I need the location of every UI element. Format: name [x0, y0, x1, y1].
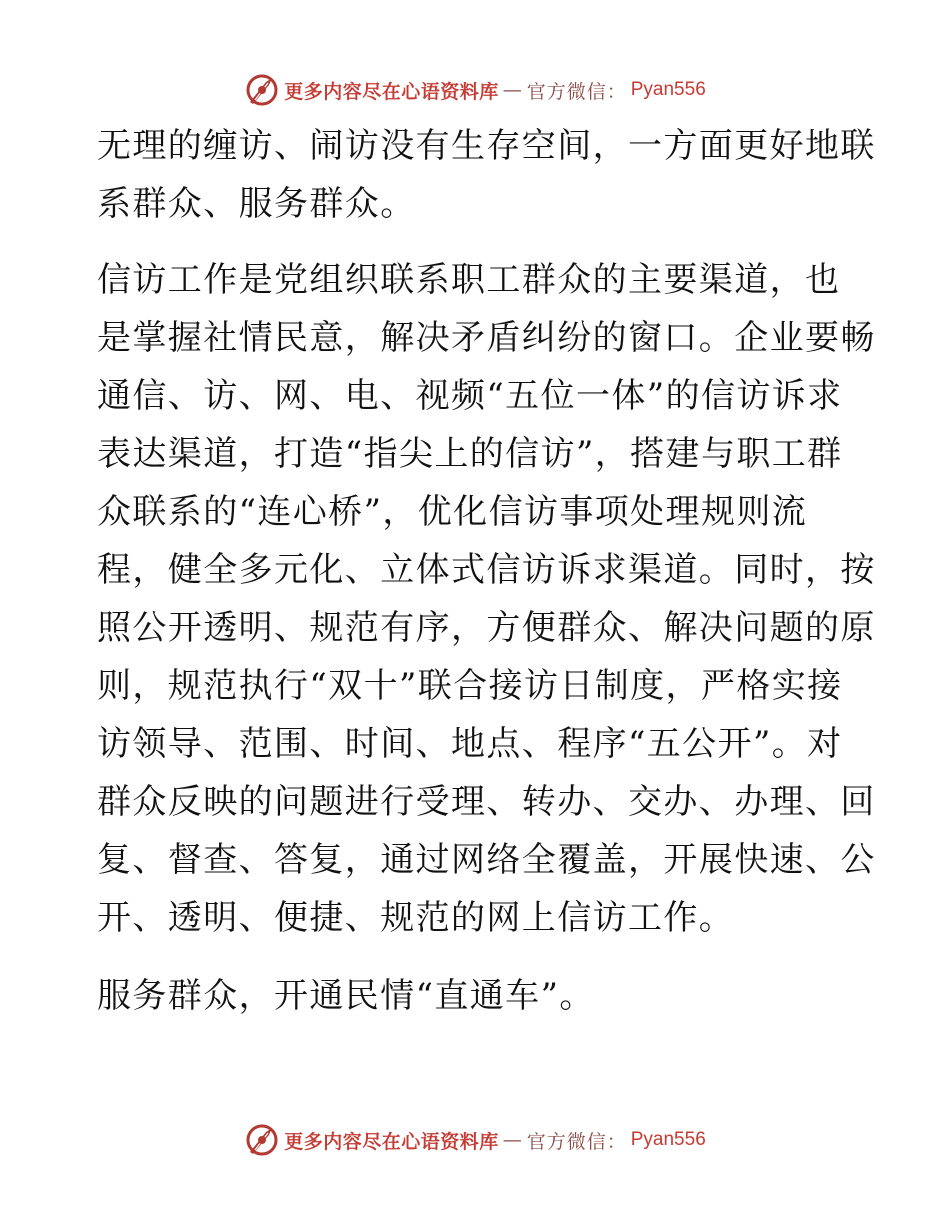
text-line: 开、透明、便捷、规范的网上信访工作。 — [97, 898, 735, 938]
text-line: 访领导、范围、时间、地点、程序“五公开”。对 — [97, 724, 843, 764]
watermark-separator: — — [502, 1129, 523, 1151]
text-line: 无理的缠访、闹访没有生存空间，一方面更好地联 — [97, 126, 876, 166]
text-line: 信访工作是党组织联系职工群众的主要渠道，也 — [97, 260, 841, 300]
watermark-wechat-id: Pyan556 — [630, 79, 706, 100]
watermark-separator: — — [502, 79, 523, 101]
quill-pen-circle-icon — [244, 72, 280, 108]
text-line: 照公开透明、规范有序，方便群众、解决问题的原 — [97, 608, 876, 648]
watermark-official-label: 官方微信： — [526, 80, 627, 103]
text-line: 表达渠道，打造“指尖上的信访”，搭建与职工群 — [97, 434, 843, 474]
watermark-wechat-id: Pyan556 — [630, 1129, 706, 1150]
text-line: 程，健全多元化、立体式信访诉求渠道。同时，按 — [97, 550, 876, 590]
watermark-official-label: 官方微信： — [526, 1130, 627, 1153]
watermark-brand: 更多内容尽在心语资料库 — [284, 80, 499, 103]
header-watermark — [0, 70, 950, 110]
text-line: 群众反映的问题进行受理、转办、交办、办理、回 — [97, 782, 876, 822]
quill-pen-circle-icon — [244, 1122, 280, 1158]
text-line: 是掌握社情民意，解决矛盾纠纷的窗口。企业要畅 — [97, 318, 876, 358]
text-line: 众联系的“连心桥”，优化信访事项处理规则流 — [97, 492, 808, 532]
text-line: 系群众、服务群众。 — [97, 184, 416, 224]
watermark-brand: 更多内容尽在心语资料库 — [284, 1130, 499, 1153]
footer-watermark — [0, 1120, 950, 1160]
text-line: 复、督查、答复，通过网络全覆盖，开展快速、公 — [97, 840, 876, 880]
text-line: 服务群众，开通民情“直通车”。 — [97, 976, 595, 1016]
text-line: 则，规范执行“双十”联合接访日制度，严格实接 — [97, 666, 843, 706]
text-line: 通信、访、网、电、视频“五位一体”的信访诉求 — [97, 376, 843, 416]
